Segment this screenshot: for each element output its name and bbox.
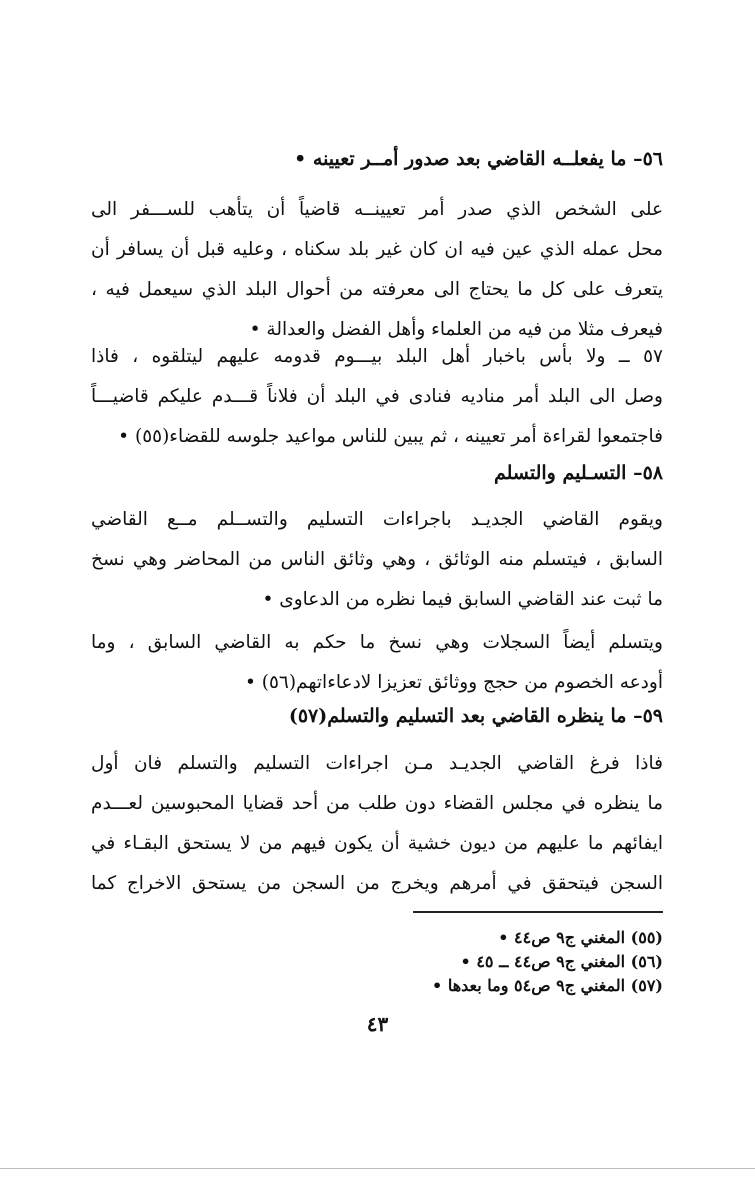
text-line: ما ثبت عند القاضي السابق فيما نظره من الدعاوى • <box>262 589 663 610</box>
text-line: فاذا فرغ القاضي الجديـد مـن اجراءات التسليم والتسلم فان أول <box>91 753 663 774</box>
footnote-55: (٥٥) المغني ج٩ ص٤٤ • <box>498 928 663 947</box>
section-56-paragraph <box>91 190 663 350</box>
section-58-second-paragraph <box>91 623 663 703</box>
text-line: على الشخص الذي صدر أمر تعيينــه قاضياً أن يتأهب للســـفر الى <box>91 199 663 220</box>
section-59-paragraph <box>91 744 663 904</box>
text-line: فيعرف مثلا من فيه من العلماء وأهل الفضل والعدالة • <box>249 319 663 340</box>
footnotes <box>432 926 663 998</box>
text-line: محل عمله الذي عين فيه ان كان غير بلد سكناه ، وعليه قبل أن يسافر أن <box>91 239 663 260</box>
text-line: السابق ، فيتسلم منه الوثائق ، وهي وثائق الناس من المحاضر وهي نسخ <box>91 549 663 570</box>
page-bottom-edge <box>0 1168 755 1169</box>
text-line: ٥٧ ــ ولا بأس باخبار أهل البلد بيـــوم قدومه عليهم ليتلقوه ، فاذا <box>91 346 663 367</box>
footnote-56: (٥٦) المغني ج٩ ص٤٤ ــ ٤٥ • <box>460 952 663 971</box>
section-59-heading: ٥٩– ما ينظره القاضي بعد التسليم والتسلم(٥٧) <box>288 705 663 727</box>
footnote-57: (٥٧) المغني ج٩ ص٥٤ وما بعدها • <box>432 976 663 995</box>
section-58-paragraph <box>91 500 663 620</box>
section-57-paragraph <box>91 337 663 457</box>
text-line: ويتسلم أيضاً السجلات وهي نسخ ما حكم به القاضي السابق ، وما <box>91 632 663 653</box>
footnote-separator <box>413 911 663 913</box>
text-line: السجن فيتحقق في أمرهم ويخرج من السجن من يستحق الاخراج كما <box>91 873 663 894</box>
text-line: يتعرف على كل ما يحتاج الى معرفته من أحوال البلد الذي سيعمل فيه ، <box>91 279 663 300</box>
text-line: ويقوم القاضي الجديـد باجراءات التسليم والتســلم مــع القاضي <box>91 509 663 530</box>
page-number: ٤٣ <box>366 1012 389 1036</box>
text-line: أودعه الخصوم من حجج ووثائق تعزيزا لادعاءاتهم(٥٦) • <box>244 672 663 693</box>
section-58-heading: ٥٨– التسـليم والتسلم <box>494 462 663 484</box>
text-line: ما ينظره في مجلس القضاء دون طلب من أحد قضايا المحبوسين لعـــدم <box>91 793 663 814</box>
section-56-heading: ٥٦– ما يفعلــه القاضي بعد صدور أمــر تعيينه • <box>294 148 663 170</box>
text-line: فاجتمعوا لقراءة أمر تعيينه ، ثم يبين للناس مواعيد جلوسه للقضاء(٥٥) • <box>118 426 663 447</box>
text-line: وصل الى البلد أمر مناديه فنادى في البلد أن فلاناً قـــدم عليكم قاضيـــاً <box>91 386 663 407</box>
text-line: ايفائهم ما عليهم من ديون خشية أن يكون فيهم من لا يستحق البقـاء في <box>91 833 663 854</box>
